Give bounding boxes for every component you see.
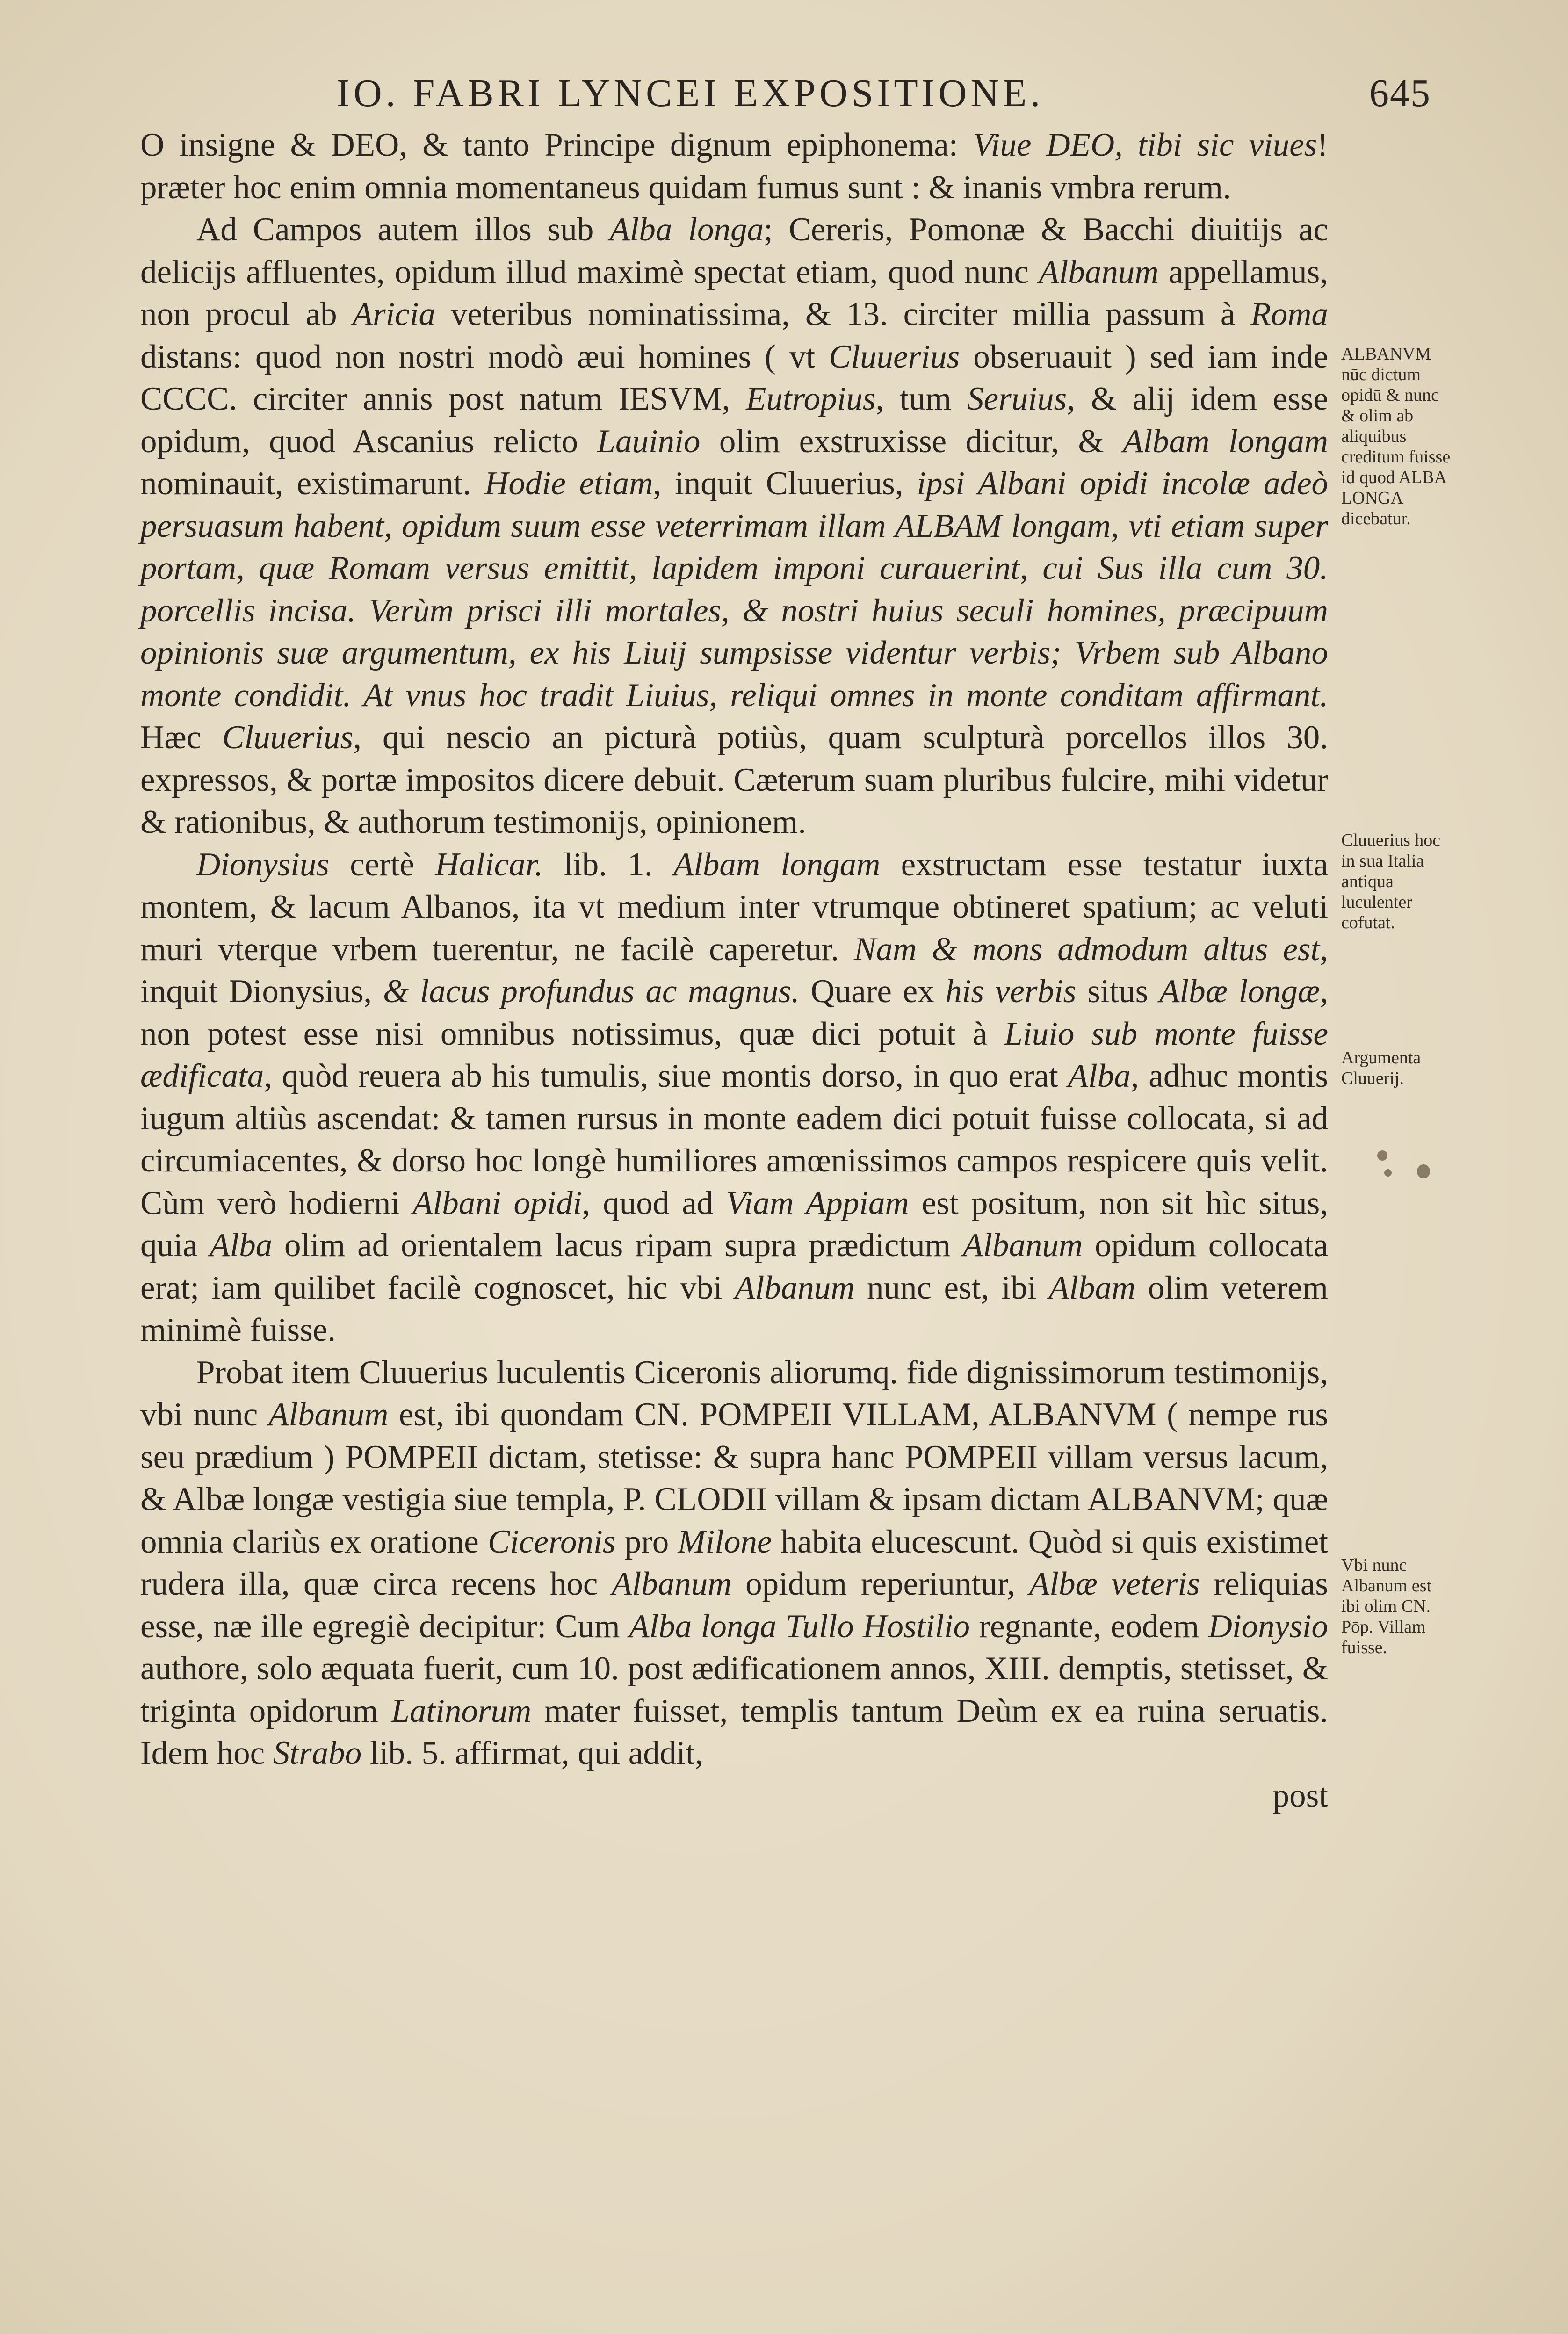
italic-segment: Alba longa Tullo Hostilio xyxy=(629,1608,970,1645)
italic-segment: Aricia xyxy=(352,296,436,332)
margin-note: Vbi nunc Albanum est ibi olim CN. Pōp. Villam fuisse. xyxy=(1341,1555,1432,1657)
italic-segment: Seruius xyxy=(967,381,1067,417)
text-segment: olim ad orientalem lacus ripam supra prædictum xyxy=(272,1227,963,1264)
italic-segment: Dionysio xyxy=(1208,1608,1328,1645)
italic-segment: Cluuerius xyxy=(222,719,354,756)
text-segment: appellamus, non procul ab xyxy=(140,253,1328,332)
text-segment: , adhuc montis iugum altiùs ascendat: & tamen rursus in monte eadem dici potuit fuisse collocata, si ad circumiacentes, & dorso hoc longè humiliores amœnissimos campos respicere quis velit. Cùm verò hodierni xyxy=(140,1058,1328,1221)
text-segment: lib. 1. xyxy=(543,846,673,883)
text-segment: distans: quod non nostri modò æui homines ( vt xyxy=(140,338,829,375)
paragraph xyxy=(140,124,1328,209)
italic-segment: Lauinio xyxy=(597,423,701,460)
text-segment: Hæc xyxy=(140,719,223,756)
italic-segment: Milone xyxy=(678,1523,772,1560)
italic-segment: Latinorum xyxy=(391,1692,532,1729)
margin-note: Argumenta Cluuerij. xyxy=(1341,1048,1421,1088)
text-segment: , non potest esse nisi omnibus notissimus, quæ dici potuit à xyxy=(140,973,1328,1052)
text-segment: ! præter hoc enim omnia momentaneus quidam fumus sunt : & inanis vmbra rerum. xyxy=(140,127,1329,206)
italic-segment: Roma xyxy=(1250,296,1328,332)
ink-stain xyxy=(1377,1150,1387,1161)
text-segment: , tum xyxy=(875,381,968,417)
text-segment: veteribus nominatissima, & 13. circiter millia passum à xyxy=(435,296,1251,332)
text-segment: O insigne & DEO, & tanto Principe dignum epiphonema: xyxy=(140,127,973,163)
catchword: post xyxy=(1272,1777,1328,1814)
italic-segment: Viam Appiam xyxy=(726,1185,909,1221)
italic-segment: Albæ longæ xyxy=(1159,973,1320,1010)
ink-stain xyxy=(1417,1164,1430,1178)
italic-segment: ipsi Albani opidi incolæ adeò persuasum habent, opidum suum esse veterrimam illam ALBAM longam, vti etiam super portam, quæ Romam versus emittit, lapidem imponi curauerint, cui Sus illa cum 30. porcellis incisa. Verùm prisci illi mortales, & nostri huius seculi homines, præcipuum opinionis suæ argumentum, ex his Liuij sumpsisse videntur verbis; Vrbem sub Albano monte condidit. At vnus hoc tradit Liuius, reliqui omnes in monte conditam affirmant. xyxy=(140,465,1328,714)
page-number: 645 xyxy=(1369,72,1431,115)
text-segment: pro xyxy=(615,1523,678,1560)
text-segment: reliquias esse, næ ille egregiè decipitur: Cum xyxy=(140,1566,1328,1645)
italic-segment: Albanum xyxy=(735,1269,855,1306)
text-segment: , inquit Cluuerius, xyxy=(653,465,917,502)
italic-segment: Cluuerius xyxy=(829,338,960,375)
italic-segment: Alba xyxy=(1068,1058,1131,1094)
text-segment: Probat item Cluuerius luculentis Ciceronis aliorumq. fide dignissimorum testimonijs, vbi nunc xyxy=(140,1354,1328,1433)
text-segment: olim exstruxisse dicitur, & xyxy=(700,423,1123,460)
text-segment: est, ibi quondam CN. POMPEII VILLAM, ALBANVM ( nempe rus seu prædium ) POMPEII dictam, stetisse: & supra hanc POMPEII villam versus lacum, & Albæ longæ vestigia siue templa, P. CLODII villam & ipsam dictam ALBANVM; quæ omnia clariùs ex oratione xyxy=(140,1396,1328,1560)
text-segment: nominauit, existimarunt. xyxy=(140,465,485,502)
text-segment: est positum, non sit hìc situs, quia xyxy=(140,1185,1329,1264)
italic-segment: Albam xyxy=(1048,1269,1136,1306)
text-segment: certè xyxy=(329,846,435,883)
text-segment: opidum collocata erat; iam quilibet facilè cognoscet, hic vbi xyxy=(140,1227,1329,1306)
italic-segment: Eutropius xyxy=(745,381,876,417)
text-segment: lib. 5. affirmat, qui addit, xyxy=(361,1735,703,1771)
paragraph xyxy=(140,1351,1328,1775)
text-segment: obseruauit ) sed iam inde CCCC. circiter annis post natum IESVM, xyxy=(140,338,1329,417)
text-segment: olim veterem minimè fuisse. xyxy=(140,1269,1328,1348)
italic-segment: Ciceronis xyxy=(487,1523,616,1560)
italic-segment: Albani opidi xyxy=(412,1185,582,1221)
italic-segment: Albam longam xyxy=(673,846,881,883)
text-segment: exstructam esse testatur iuxta montem, & lacum Albanos, ita vt medium inter vtrumque obtineret spatium; ac veluti muri vterque vrbem tuerentur, ne facilè caperetur. xyxy=(140,846,1329,968)
running-title: IO. FABRI LYNCEI EXPOSITIONE. xyxy=(337,72,1044,115)
text-segment: regnante, eodem xyxy=(969,1608,1208,1645)
running-header xyxy=(337,68,1431,119)
text-segment: mater fuisset, templis tantum Deùm ex ea ruina seruatis. Idem hoc xyxy=(140,1692,1328,1771)
italic-segment: Alba xyxy=(210,1227,273,1264)
paragraph xyxy=(140,209,1328,844)
italic-segment: Alba longa xyxy=(609,211,764,248)
text-segment: , qui nescio an picturà potiùs, quam sculpturà porcellos illos 30. expressos, & portæ impositos dicere debuit. Cæterum suam pluribus fulcire, mihi videtur & rationibus, & authorum testimonijs, opinionem. xyxy=(140,719,1328,840)
text-segment: , quod ad xyxy=(582,1185,726,1221)
italic-segment: & lacus profundus ac magnus. xyxy=(383,973,800,1010)
italic-segment: Albanum xyxy=(962,1227,1083,1264)
italic-segment: Viue DEO, tibi sic viues xyxy=(973,127,1317,163)
text-segment: nunc est, ibi xyxy=(854,1269,1049,1306)
italic-segment: his verbis xyxy=(945,973,1077,1010)
italic-segment: Liuio sub monte fuisse ædificata xyxy=(140,1015,1329,1094)
italic-segment: Nam & mons admodum altus est, xyxy=(854,931,1328,968)
text-segment: opidum reperiuntur, xyxy=(731,1566,1029,1602)
margin-note: ALBANVM nūc dictum opidū & nunc & olim ab aliquibus creditum fuisse id quod ALBA LONGA dicebatur. xyxy=(1341,344,1451,528)
italic-segment: Dionysius xyxy=(196,846,329,883)
italic-segment: Halicar. xyxy=(435,846,543,883)
text-segment: ; Cereris, Pomonæ & Bacchi diuitijs ac delicijs affluentes, opidum illud maximè spectat etiam, quod nunc xyxy=(140,211,1328,290)
italic-segment: Albanum xyxy=(612,1566,732,1602)
italic-segment: Albam longam xyxy=(1123,423,1328,460)
italic-segment: Strabo xyxy=(273,1735,362,1771)
main-text xyxy=(140,124,1328,1817)
margin-note: Cluuerius hoc in sua Italia antiqua luculenter cōfutat. xyxy=(1341,831,1441,932)
text-segment: , & alij idem esse opidum, quod Ascanius relicto xyxy=(140,381,1329,460)
italic-segment: Hodie etiam xyxy=(484,465,653,502)
italic-segment: Albæ veteris xyxy=(1029,1566,1200,1602)
paragraph xyxy=(140,844,1328,1351)
ink-stain xyxy=(1384,1169,1392,1177)
text-segment: Ad Campos autem illos sub xyxy=(196,211,610,248)
italic-segment: Albanum xyxy=(268,1396,389,1433)
text-segment: inquit Dionysius, xyxy=(140,973,383,1010)
text-segment: situs xyxy=(1076,973,1160,1010)
text-segment: Quare ex xyxy=(799,973,946,1010)
text-segment: authore, solo æquata fuerit, cum 10. post ædificationem annos, XIII. demptis, stetisset, & triginta opidorum xyxy=(140,1650,1328,1729)
text-segment: habita elucescunt. Quòd si quis existimet rudera illa, quæ circa recens hoc xyxy=(140,1523,1329,1602)
italic-segment: Albanum xyxy=(1039,253,1159,290)
text-segment: , quòd reuera ab his tumulis, siue montis dorso, in quo erat xyxy=(264,1058,1068,1094)
